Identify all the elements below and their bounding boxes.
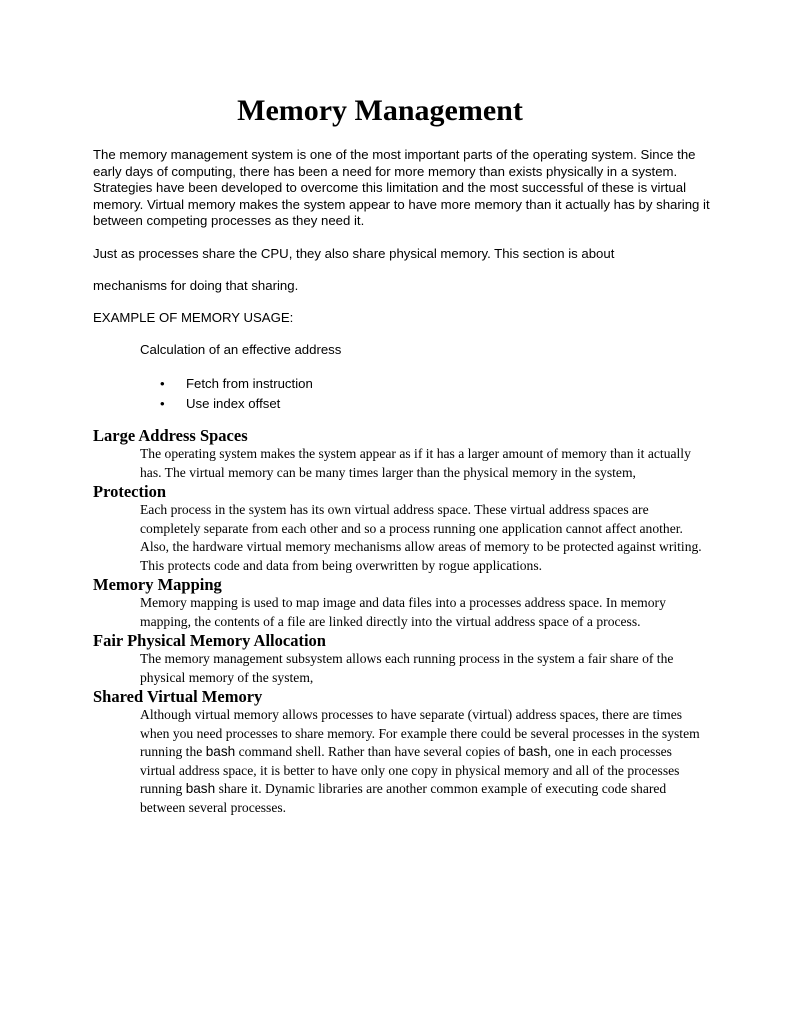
section-heading: Large Address Spaces bbox=[93, 426, 248, 445]
section-heading: Fair Physical Memory Allocation bbox=[93, 631, 326, 650]
section-protection bbox=[93, 482, 713, 575]
section-body: Memory mapping is used to map image and data files into a processes address space. In memory mapping, the contents of a file are linked directly into the virtual address space of a process. bbox=[140, 595, 666, 629]
bullet-icon: • bbox=[160, 396, 165, 411]
intro-paragraph bbox=[93, 147, 713, 230]
bullet-icon: • bbox=[160, 376, 165, 391]
sharing-paragraph-line2: mechanisms for doing that sharing. bbox=[93, 278, 299, 293]
body-text: command shell. Rather than have several copies of bbox=[235, 744, 519, 759]
list-item-text: Use index offset bbox=[186, 396, 281, 411]
section-heading: Memory Mapping bbox=[93, 575, 222, 594]
calc-line: Calculation of an effective address bbox=[140, 342, 342, 357]
intro-text: The memory management system is one of the most important parts of the operating system. Since the early days of computing, there has been a need for more memory than exists physically in a system. Strategies have been developed to overcome this limitation and the most successful of these is virtual memory. Virtual memory makes the system appear to have more memory than it actually has by sharing it between competing processes as they need it. bbox=[93, 147, 710, 229]
body-text: share it. Dynamic libraries are another common example of executing code shared between several processes. bbox=[140, 781, 667, 815]
code-term: bash bbox=[205, 744, 236, 759]
section-fair-allocation bbox=[93, 631, 713, 687]
example-heading: EXAMPLE OF MEMORY USAGE: bbox=[93, 310, 294, 325]
code-term: bash bbox=[518, 744, 548, 759]
usage-list bbox=[140, 374, 313, 414]
section-shared-virtual-memory bbox=[93, 687, 713, 817]
section-memory-mapping bbox=[93, 575, 713, 631]
section-heading: Shared Virtual Memory bbox=[93, 687, 263, 706]
section-body bbox=[140, 706, 705, 817]
body-text: Although virtual memory allows processes to have separate (virtual) address spaces, there are times when you need processes to share memory. For example there could be several processes in the system running the bbox=[140, 707, 700, 759]
section-body: The memory management subsystem allows each running process in the system a fair share of the physical memory of the system, bbox=[140, 651, 674, 685]
body-text: , one in each processes virtual address space, it is better to have only one copy in physical memory and all of the processes running bbox=[140, 744, 680, 796]
code-term: bash bbox=[185, 781, 216, 796]
feature-sections bbox=[93, 426, 713, 817]
list-item bbox=[140, 394, 313, 414]
section-body: Each process in the system has its own virtual address space. These virtual address spaces are completely separate from each other and so a process running one application cannot affect another. Also, the hardware virtual memory mechanisms allow areas of memory to be protected against writing. This protects code and data from being overwritten by rogue applications. bbox=[140, 502, 702, 573]
sharing-paragraph-line1: Just as processes share the CPU, they also share physical memory. This section is about bbox=[93, 246, 615, 261]
section-heading: Protection bbox=[93, 482, 167, 501]
list-item bbox=[140, 374, 313, 394]
page-title: Memory Management bbox=[237, 94, 523, 127]
list-item-text: Fetch from instruction bbox=[186, 376, 313, 391]
section-body: The operating system makes the system appear as if it has a larger amount of memory than it actually has. The virtual memory can be many times larger than the physical memory in the system, bbox=[140, 446, 691, 480]
section-large-address-spaces bbox=[93, 426, 713, 482]
